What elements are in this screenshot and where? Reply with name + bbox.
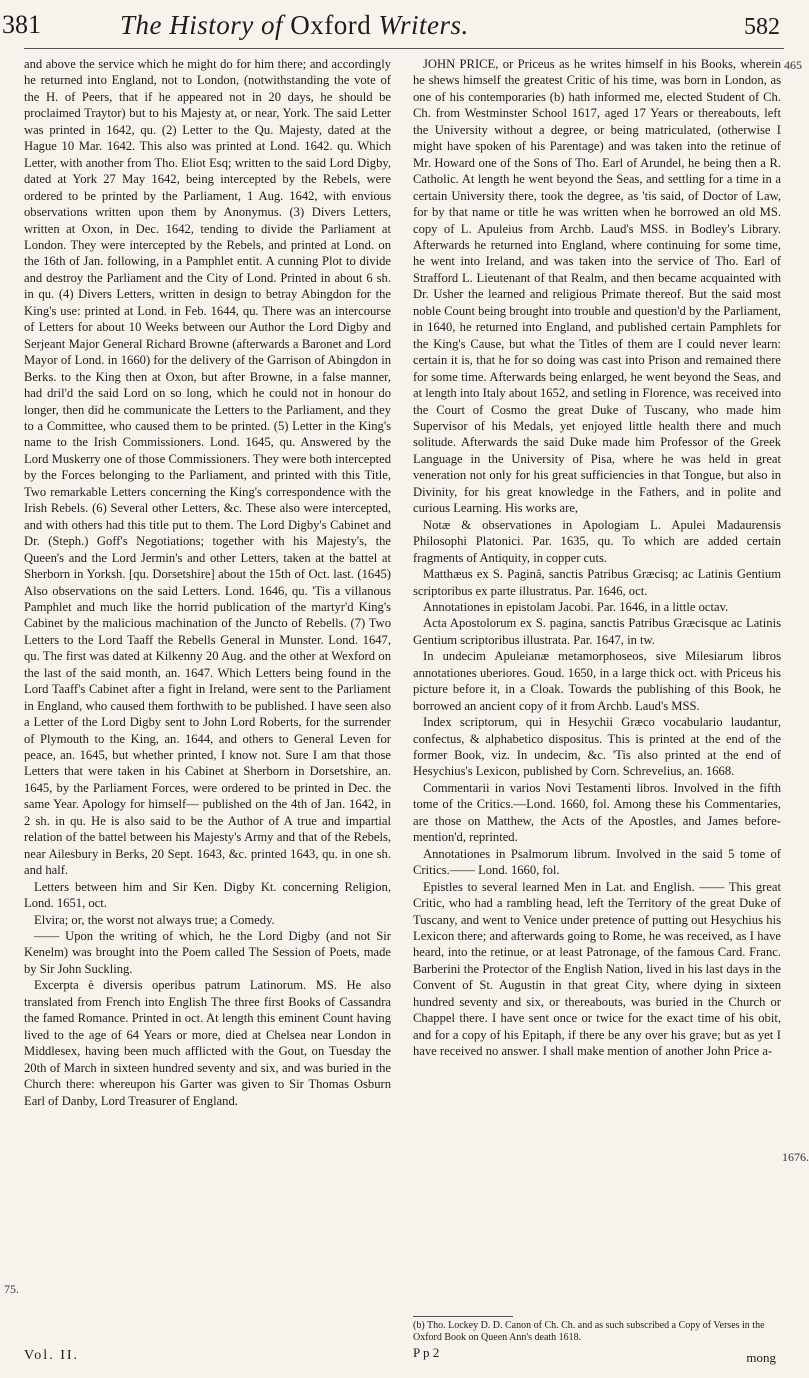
left-column bbox=[24, 56, 391, 1109]
left-paragraph-3: Elvira; or, the worst not always true; a Comedy. bbox=[34, 912, 275, 927]
margin-note-left: 75. bbox=[4, 1282, 19, 1296]
right-paragraph-1: JOHN PRICE, or Priceus as he writes himself in his Books, wherein he shews himself the greatest Critic of his time, was born in London, as one of his contemporaries (b) hath informed me, elected Student of Ch. Ch. from Westminster School 1617, aged 17 Years or thereabouts, left the University without a degree, or being matriculated, (otherwise I might have spoken of his Parentage) and was taken into the retinue of Mr. Howard one of the Sons of Tho. Earl of Arundel, he being then a R. Catholic. At length he went beyond the Seas, and settling for a time in a certain University there, took the degree, as 'tis said, of Doctor of Law, for by that name or title he was written when he borrowed an old MS. copy of L. Apuleius from Archb. Laud's MSS. in Bodley's Library. Afterwards he returned into England, where continuing for some time, he went into Ireland, and was taken into the service of Tho. Earl of Strafford L. Lieutenant of that Realm, and then became acquainted with Dr. Usher the learned and religious Primate thereof. But the said most noble Count being brought into trouble and question'd by the Parliament, in 1640, he returned into England, and published certain Pamphlets for the King's Cause, but what the Titles of them are I could never learn: certain it is, that he for so doing was cast into Prison and remained there for some time. Afterwards being enlarged, he went beyond the Seas, and at length into Italy about 1652, and setling in Florence, was received into the Court of Cosmo the great Duke of Tuscany, who made him Supervisor of his Medals, yet enjoyed little health there and much solitude. Afterwards the said Duke made him Professor of the Greek Language in the University of Pisa, where he was held in great veneration not only for his great sufficiencies in that Tongue, but also in Divinity, for his great knowledge in the Fathers, and in polite and curious Learning. His works are, bbox=[413, 57, 781, 516]
right-paragraph-9: Annotationes in Psalmorum librum. Involved in the said 5 tome of Critics.—— Lond. 1660, fol. bbox=[413, 846, 781, 878]
running-title bbox=[120, 10, 469, 41]
volume-mark: Vol. II. bbox=[24, 1348, 80, 1363]
margin-note-right-bottom: 1676. bbox=[782, 1150, 809, 1164]
right-paragraph-5: Acta Apostolorum ex S. pagina, sanctis Patribus Græcisque ac Latinis Gentium scriptoribus illustrata. Par. 1647, in tw. bbox=[413, 616, 781, 647]
signature-mark: P p 2 bbox=[413, 1345, 440, 1360]
running-title-italic-end: Writers. bbox=[378, 10, 469, 40]
running-title-roman: Oxford bbox=[290, 10, 372, 40]
left-paragraph-5: Excerpta è diversis operibus patrum Latinorum. MS. He also translated from French into English The three first Books of Cassandra the famed Romance. Printed in oct. At length this eminent Count having lived to the age of 64 Years or more, died at Chelsea near London in Middlesex, having been much afflicted with the Gout, on Tuesday the 20th of March in sixteen hundred seventy and six, and was buried in the Church there: whereupon his Garter was given to Sir Thomas Osburn Earl of Danby, Lord Treasurer of England. bbox=[24, 978, 391, 1108]
catchword: mong bbox=[746, 1350, 776, 1365]
running-header bbox=[0, 4, 800, 52]
right-page-number: 582 bbox=[744, 14, 780, 40]
footnote-rule bbox=[413, 1316, 513, 1317]
left-paragraph-1: and above the service which he might do for him there; and accordingly he returned into England, not to London, (notwithstanding the vote of the H. of Peers, that if he appeared not in 20 days, he should be proclaimed Traytor) but to his Majesty at, or near, York. The said Letter was printed in 1642, qu. (2) Letter to the Qu. Majesty, dated at the Hague 10 Mar. 1642. This also was printed at Lond. 1642. qu. Which Letter, with another from Tho. Eliot Esq; written to the said Lord Digby, dated at York 27 May 1642, being intercepted by the Rebels, were ordered to be printed by the Parliament, 1 Aug. 1642, with envious observations written upon them by Anonymus. (3) Divers Letters, written at Oxon, in Dec. 1642, tending to divide the Parliament at London. They were intercepted by the Rebels, and printed at Lond. on the 16th of Jan. following, in a Pamphlet entit. A cunning Plot to divide and destroy the Parliament and the City of Lond. Printed in about 6 sh. in qu. (4) Divers Letters, written in design to betray Abingdon for the King's use: printed at Lond. in Feb. 1644, qu. There was an intercourse of Letters for about 10 Weeks between our Author the Lord Digby and Serjeant Major General Richard Browne (afterwards a Baronet and Lord Mayor of Lond. in 1660) for the delivery of the Garrison of Abingdon in Berks. to the King then at Oxon, but after Browne, in a false manner, had dril'd the said Lord on so long, which he could not in honour do longer, then did he communicate the Letters to the Parliament, and they to a Committee, who caused them to be printed. (5) Letter in the King's name to the Irish Commissioners. Lond. 1645, qu. Answered by the Lord Muskerry one of those Commissioners. They were both intercepted by the Forces belonging to the Parliament, and printed with this Title, Two remarkable Letters concerning the King's correspondence with the Irish Rebels. (6) Several other Letters, &c. These also were intercepted, and with others had this title put to them. The Lord Digby's Cabinet and Dr. (Steph.) Goff's Negotiations; together with his Majesty's, the Queen's and the Lord Jermin's and other Letters, taken at the battel at Sherborn in Yorksh. [qu. Dorsetshire] about the 15th of Oct. last. (1645) Also observations on the said Letters. Lond. 1646, qu. 'Tis a villanous Pamphlet and much like the horrid publication of the martyr'd King's Cabinet by the malicious machination of the Juncto of Rebells. (7) Two Letters to the Lord Taaff the Rebells General in Munster. Lond. 1647, qu. The first was dated at Kilkenny 20 Aug. and the other at Wexford on the last of the said month, an. 1647. Which Letters being found in the Lord Taaff's Cabinet after a fight in Ireland, were sent to the Parliament in England, who caused them forthwith to be published. I have seen also a Letter of the Lord Digby sent to John Lord Roberts, for the surrender of Plymouth to the King, an. 1644, and others to General Leven for peace, an. 1645, but whether printed, I know not. Sure I am that those Letters that were taken in his Cabinet at Sherborn in Dorsetshire, an. 1645, by the Parliament Forces, were ordered to be printed in Dec. the same Year. Apology for himself— published on the 4th of Jan. 1642, in 2 sh. in qu. He is also said to be the Author of A true and impartial relation of the battel between his Majesty's Army and that of the Rebels, near Ailesbury in Berks, 20 Sept. 1643, &c. printed 1643, qu. in one sh. and half. bbox=[24, 57, 392, 878]
right-paragraph-6: In undecim Apuleianæ metamorphoseos, sive Milesiarum libros annotationes uberiores. Goud. 1650, in a large thick oct. with Priceus his picture before it, in a Cloak. Towards the publishing of this Book, he borrowed an ancient copy of it from Archb. Laud's MSS. bbox=[413, 649, 781, 713]
right-paragraph-2: Notæ & observationes in Apologiam L. Apulei Madaurensis Philosophi Platonici. Par. 1635, qu. To which are added certain fragments of Antiquity, in copper cuts. bbox=[413, 517, 781, 565]
running-title-italic: The History of bbox=[120, 10, 284, 40]
left-page-number: 381 bbox=[2, 10, 41, 39]
right-paragraph-8: Commentarii in varios Novi Testamenti libros. Involved in the fifth tome of the Critics.—Lond. 1660, fol. Among these his Commentaries, are those on Matthew, the Acts of the Apostles, and James before-mention'd, reprinted. bbox=[413, 780, 781, 845]
margin-note-right-top: 465 bbox=[784, 58, 802, 72]
right-column bbox=[413, 56, 781, 1060]
header-rule bbox=[24, 48, 784, 49]
right-paragraph-4: Annotationes in epistolam Jacobi. Par. 1646, in a little octav. bbox=[423, 599, 729, 614]
left-paragraph-2: Letters between him and Sir Ken. Digby Kt. concerning Religion, Lond. 1651, oct. bbox=[24, 879, 391, 911]
right-paragraph-10: Epistles to several learned Men in Lat. and English. —— This great Critic, who had a rambling head, left the Territory of the great Duke of Tuscany, and went to Venice under pretence of putting out Hesychius his Lexicon there; and afterwards going to Rome, he was received, as I have heard, into the retinue, or at least Patronage, of the famous Card. Franc. Barberini the Protector of the English Nation, lived in his last days in the Convent of St. Augustin in that great City, where dying in sixteen hundred seventy and six, or thereabouts, was buried in the Church or Chappel there. I have sent once or twice for the exact time of his obit, and for a copy of his Epitaph, if there be any over his grave; but as yet I have received no answer. I shall make mention of another John Price a- bbox=[413, 879, 781, 1059]
right-paragraph-7: Index scriptorum, qui in Hesychii Græco vocabulario laudantur, confectus, & alphabetico dispositus. This is printed at the end of the former Book, viz. In undecim, &c. 'Tis also printed at the end of Hesychius's Lexicon, published by Corn. Schrevelius, an. 1668. bbox=[413, 715, 781, 779]
right-paragraph-3: Matthæus ex S. Paginâ, sanctis Patribus Græcisq; ac Latinis Gentium scriptoribus ex parte illustratus. Par. 1646, oct. bbox=[413, 567, 781, 598]
footnote: (b) Tho. Lockey D. D. Canon of Ch. Ch. and as such subscribed a Copy of Verses in the Oxford Book on Queen Ann's death 1618. bbox=[413, 1320, 765, 1343]
left-paragraph-4: —— Upon the writing of which, he the Lord Digby (and not Sir Kenelm) was brought into the Poem called The Session of Poets, made by Sir John Suckling. bbox=[24, 929, 391, 976]
